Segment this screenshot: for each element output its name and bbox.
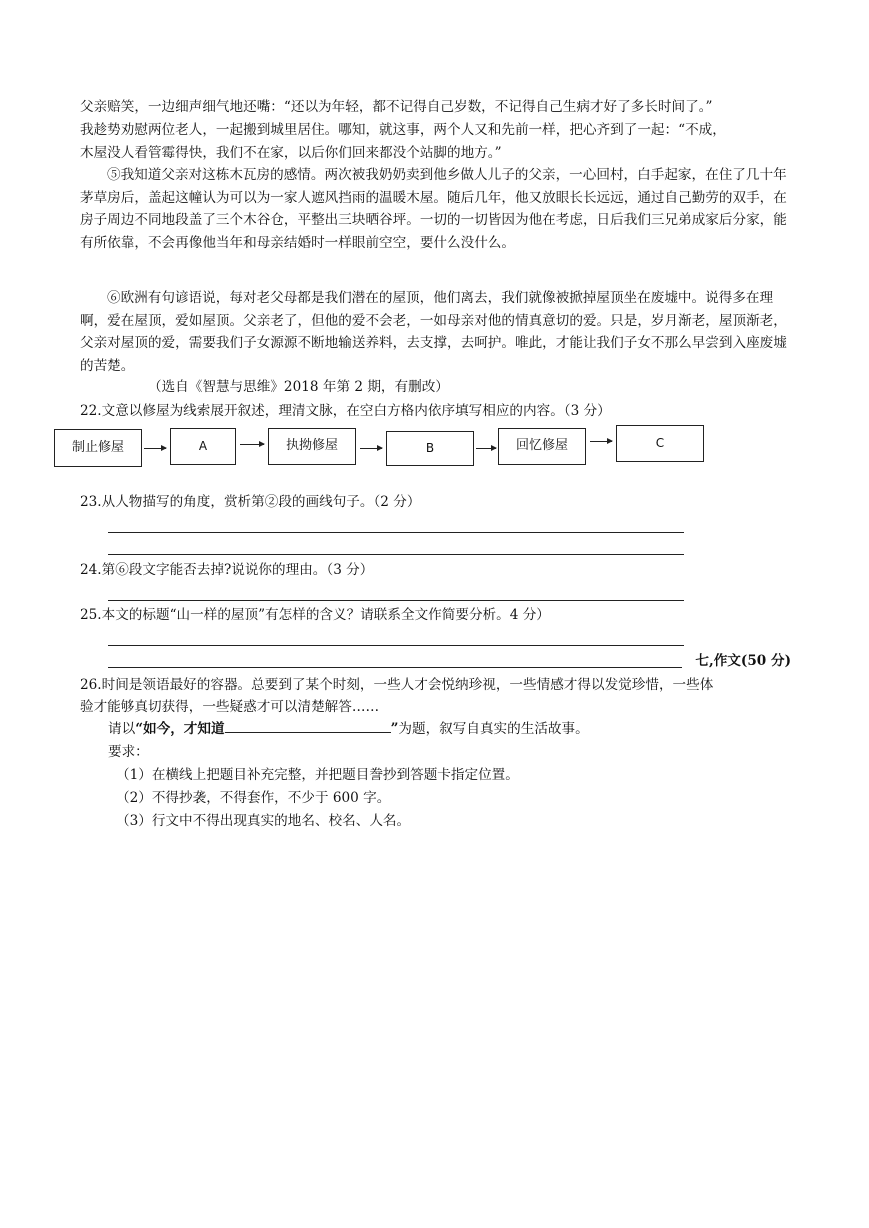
prompt-close-quote: ”	[390, 721, 399, 737]
flow-label: 回忆修屋	[515, 438, 568, 454]
flow-arrow	[240, 444, 264, 445]
prompt-suffix: 为题，叙写自真实的生活故事。	[398, 721, 589, 737]
passage-line: 木屋没人看管霉得快，我们不在家，以后你们回来都没个站脚的地方。”	[80, 145, 502, 161]
answer-line[interactable]	[108, 554, 684, 555]
question-25: 25.本文的标题“山一样的屋顶”有怎样的含义？请联系全文作简要分析。4 分）	[80, 607, 550, 623]
flow-label: 制止修屋	[71, 439, 124, 455]
requirement-item: （3）行文中不得出现真实的地名、校名、人名。	[116, 813, 411, 829]
passage-line: 父亲赔笑，一边细声细气地还嘴：“还以为年轻，都不记得自己岁数，不记得自己生病才好了多长时间了。”	[80, 99, 713, 115]
essay-prompt	[108, 718, 589, 741]
question-26-line-1: 26.时间是领语最好的容器。总要到了某个时刻，一些人才会悦纳珍视，一些情感才得以发觉珍惜，一些体	[80, 677, 714, 693]
requirement-item: （1）在横线上把题目补充完整，并把题目誊抄到答题卡指定位置。	[116, 767, 519, 783]
prompt-prefix: 请以	[108, 721, 136, 737]
requirements-label: 要求：	[108, 744, 149, 760]
answer-line[interactable]	[108, 667, 682, 668]
flow-label: B	[425, 441, 435, 456]
flow-arrow	[360, 448, 382, 449]
passage-line: 我趁势劝慰两位老人，一起搬到城里居住。哪知，就这事，两个人又和先前一样，把心齐到了一起：“不成，	[80, 122, 726, 138]
flow-label: C	[655, 436, 665, 451]
flow-box-c[interactable]	[616, 425, 704, 462]
paragraph-6: ⑥欧洲有句谚语说，每对老父母都是我们潜在的屋顶，他们离去，我们就像被掀掉屋顶坐在废墟中。说得多在理啊，爱在屋顶，爱如屋顶。父亲老了，但他的爱不会老，一如母亲对他的情真意切的爱。只是，岁月渐老，屋顶渐老，父亲对屋顶的爱，需要我们子女源源不断地输送养料，去支撑，去呵护。唯此，才能让我们子女不那么早尝到入座废墟的苦楚。	[80, 290, 787, 374]
paragraph-5: ⑤我知道父亲对这栋木瓦房的感情。两次被我奶奶卖到他乡做人儿子的父亲，一心回村，白手起家，在住了几十年茅草房后，盖起这幢认为可以为一家人遮风挡雨的温暖木屋。随后几年，他又放眼长长远远，通过自己勤劳的双手，在房子周边不同地段盖了三个木谷仓，平整出三块晒谷坪。一切的一切皆因为他在考虑，日后我们三兄弟成家后分家，能有所依靠，不会再像他当年和母亲结婚时一样眼前空空，要什么没什么。	[80, 167, 787, 251]
flow-box-3	[268, 428, 356, 465]
section-heading: 七,作文(50 分)	[695, 653, 791, 669]
flow-arrow	[590, 441, 612, 442]
answer-line[interactable]	[108, 600, 684, 601]
flow-box-5	[498, 428, 586, 465]
flow-label: 执拗修屋	[285, 438, 338, 454]
flow-label: A	[198, 439, 208, 454]
flow-box-1	[54, 429, 142, 467]
question-22: 22.文意以修屋为线索展开叙述，理清文脉，在空白方格内依序填写相应的内容。（3 分）	[80, 403, 611, 419]
title-blank[interactable]	[225, 718, 391, 733]
source-citation: （选自《智慧与思维》2018 年第 2 期，有删改）	[148, 379, 449, 395]
flow-arrow	[144, 448, 166, 449]
requirement-item: （2）不得抄袭，不得套作，不少于 600 字。	[116, 790, 391, 806]
flow-box-b[interactable]	[386, 431, 474, 466]
question-26-line-2: 验才能够真切获得，一些疑惑才可以清楚解答……	[80, 699, 380, 715]
answer-line[interactable]	[108, 532, 684, 533]
prompt-title: “如今，才知道	[135, 721, 225, 737]
question-23: 23.从人物描写的角度，赏析第②段的画线句子。（2 分）	[80, 494, 421, 510]
flow-box-a[interactable]	[170, 428, 236, 465]
answer-line[interactable]	[108, 645, 684, 646]
question-24: 24.第⑥段文字能否去掉?说说你的理由。（3 分）	[80, 562, 374, 578]
flow-arrow	[476, 448, 496, 449]
